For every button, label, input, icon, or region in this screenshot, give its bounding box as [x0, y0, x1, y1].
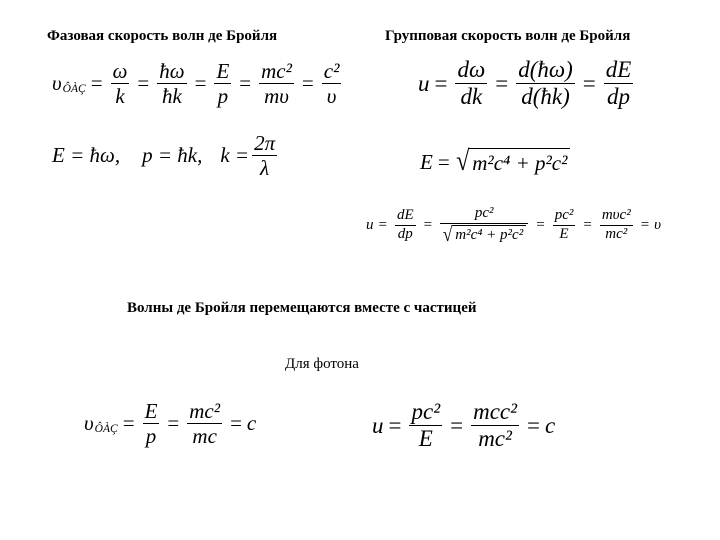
de-broglie-relations: [52, 132, 280, 179]
fraction-e-p: $\frac{E}{p}$: [216, 59, 230, 109]
photon-fraction-mcc2-mc2: $\frac{\text{mcc²}}{\text{mc²}}$: [473, 399, 518, 452]
photon-fraction-e-p: $\frac{E}{p}$: [144, 399, 158, 449]
photon-heading: Для фотона: [285, 356, 359, 372]
photon-group-velocity-formula: u = $\frac{\text{pc²}}{E}$ = $\frac{\text{mcc²}}{\text{mc²}}$ = c: [372, 399, 556, 452]
photon-fraction-mc2-mc: $\frac{\text{mc²}}{mc}$: [189, 399, 221, 449]
waves-move-with-particle-heading: Волны де Бройля перемещаются вместе с частицей: [127, 300, 477, 316]
group-velocity-result: υ: [654, 217, 662, 233]
photon-phase-result: c: [246, 411, 257, 436]
photon-phase-velocity-formula: υ ÔÀÇ = $\frac{E}{p}$ = $\frac{\text{mc²}}{mc}$ = c: [84, 399, 257, 449]
fraction-mc2-mv: $\frac{\text{mc²}}{m\upsilon}$: [261, 59, 292, 109]
phase-velocity-symbol: υ: [52, 71, 62, 96]
photon-phase-subscript: ÔÀÇ: [94, 422, 118, 435]
fraction-de-dp-small: $\frac{dE}{dp}$: [396, 207, 414, 242]
fraction-d-omega-dk: $\frac{d\omega}{dk}$: [457, 57, 486, 110]
photon-group-symbol: u: [372, 412, 384, 438]
fraction-mvc2-mc2: $\frac{\text{mυc²}}{\text{mc²}}$: [601, 207, 631, 242]
group-velocity-symbol-small: u: [366, 217, 374, 233]
fraction-omega-k: $\frac{\omega}{k}$: [112, 59, 128, 109]
momentum-relation: p = ħk,: [142, 143, 203, 168]
photon-fraction-pc2-e: $\frac{\text{pc²}}{E}$: [411, 399, 441, 452]
group-velocity-heading: Групповая скорость волн де Бройля: [385, 28, 631, 44]
fraction-d-hbar-omega-d-hbar-k: $\frac{d(ħ\omega)}{d(ħk)}$: [518, 57, 573, 110]
phase-velocity-formula: υ ÔÀÇ = $\frac{\omega}{k}$ = $\frac{ħ\omega}{ħk}$ = $\frac{E}{p}$ = $\frac{\text{mc²}}{m\upsilon}$ = $\frac{\text{c²}}{\upsilon}$: [52, 59, 340, 109]
phase-velocity-subscript: ÔÀÇ: [62, 82, 86, 95]
fraction-2pi-lambda: $\frac{2\pi}{\lambda}$: [254, 131, 276, 181]
fraction-pc2-sqrt: pc² √ m²c⁴ + p²c²: [440, 206, 528, 245]
photon-group-result: c: [545, 412, 556, 438]
fraction-pc2-e-small: $\frac{\text{pc²}}{E}$: [554, 207, 574, 242]
phase-velocity-heading: Фазовая скорость волн де Бройля: [47, 28, 278, 44]
group-velocity-symbol: u: [418, 70, 430, 96]
wavenumber-lhs: k =: [220, 143, 250, 168]
fraction-hbar-omega-hbar-k: $\frac{ħ\omega}{ħk}$: [159, 59, 185, 109]
group-velocity-expanded-formula: u = $\frac{dE}{dp}$ = pc² √ m²c⁴ + p²c² = $\frac{\text{pc²}}{E}$ = $\frac{\text{mυc²}}{\text{mc²}}$ = υ: [366, 205, 662, 246]
group-velocity-formula: u = $\frac{d\omega}{dk}$ = $\frac{d(ħ\omega)}{d(ħk)}$ = $\frac{dE}{dp}$: [418, 57, 632, 110]
photon-phase-symbol: υ: [84, 411, 94, 436]
relativistic-energy-formula: E = √ m²c⁴ + p²c²: [420, 148, 570, 176]
fraction-c2-v: $\frac{\text{c²}}{\upsilon}$: [323, 59, 340, 109]
energy-radical: √ m²c⁴ + p²c²: [455, 148, 571, 176]
fraction-de-dp: $\frac{dE}{dp}$: [605, 57, 632, 110]
energy-relation: E = ħω,: [52, 143, 121, 168]
energy-symbol: E: [420, 149, 433, 174]
